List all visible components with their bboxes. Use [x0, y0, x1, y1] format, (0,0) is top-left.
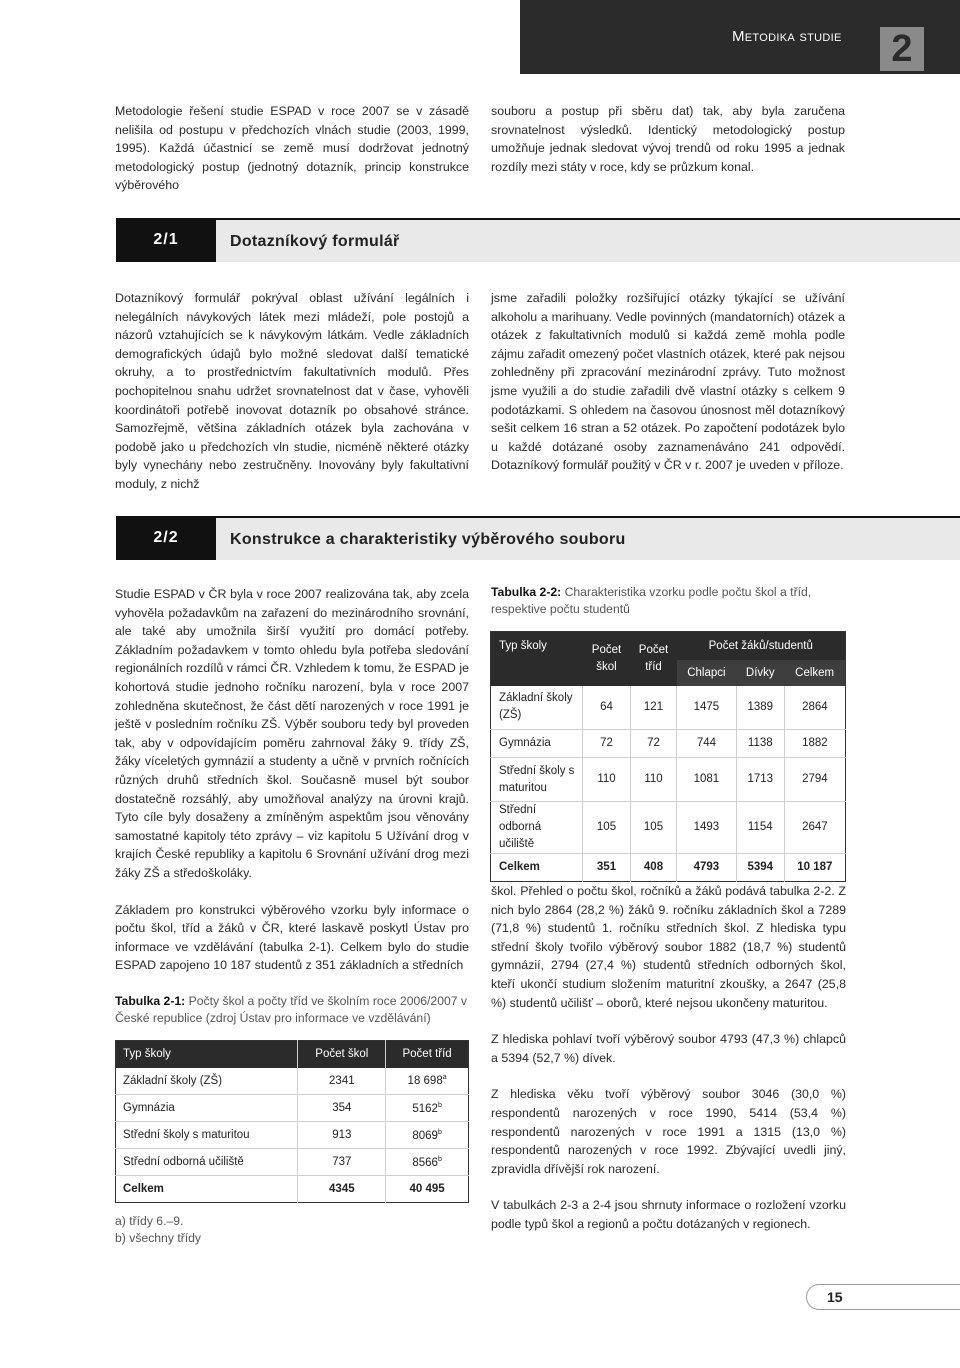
cell-total: 2794: [784, 758, 845, 802]
table-total-row: [116, 1176, 469, 1203]
section2-left-para-1: Studie ESPAD v ČR byla v roce 2007 realizována tak, aby zcela vyhověla požadavkům na zařazení do mezinárodního srovnání, ale také aby umožnila širší využití pro domácí potřeby. Základním požadavkem v tomto ohledu byla potřeba sledování regionálních rozdílů v rámci ČR. Vzhledem k tomu, že ESPAD je kohortová studie jednoho ročníku narození, byla v roce 2007 zohledněna skutečnost, že část dětí narozených v roce 1991 je ještě v posledním ročníku ZŠ. Výběr souboru tedy byl proveden tak, aby v odpovídajícím poměru zahrnoval žáky 9. třídy ZŠ, žáky víceletých gymnázií a studenty a učně v prvních ročnících různých druhů středních škol. Současně musel být soubor dostatečně rozsáhlý, aby umožňoval analýzy na úrovni krajů. Tyto cíle byly dosaženy a zmíněným aspektům jsou věnovány samostatné kapitoly této zprávy – viz kapitolu 5 Užívání drog v krajích České republiky a kapitolu 6 Srovnání užívání drog mezi žáky ZŠ a středoškoláky.: [115, 587, 469, 880]
cell-boys: 1493: [677, 802, 737, 854]
section1-left-text: Dotazníkový formulář pokrýval oblast užívání legálních i nelegálních návykových látek mezi mládeží, pole postojů a názorů vztahujících se k návykovým látkám. Vedle základních demografických údajů bylo možné sledovat další tematické okruhy, a to prostřednictvím fakultativních modulů. Přes pochopitelnou snahu udržet srovnatelnost dat v čase, vyhověli koordinátoři potřebě inovovat dotazník po obsahové stránce. Samozřejmě, většina základních otázek byla zachována v podobě jako u předchozích vln studie, nicméně některé otázky byly vynechány nebo zestručněny. Inovovány byly fakultativní moduly, z nichž: [115, 291, 469, 491]
section2-right-para-1: škol. Přehled o počtu škol, ročníků a žáků podává tabulka 2-2. Z nich bylo 2864 (28,2 %) žáků 9. ročníku základních škol a 7289 (71,8 %) studentů 1. ročníku středních škol. Z hlediska typu střední školy tvořilo výběrový soubor 1882 (18,7 %) studentů gymnázií, 2794 (27,4 %) studentů středních odborných škol, kteří ukončí studium složením maturitní zkoušky, a 2647 (25,8 %) studentů učilišť – oborů, které nejsou ukončeny maturitou.: [491, 884, 846, 1010]
table-row: [491, 686, 846, 730]
cell-schools: 4345: [298, 1176, 386, 1203]
chapter-title: Metodika studie: [732, 28, 842, 45]
section-number: 2/1: [116, 218, 216, 262]
caption-text: Počty škol a počty tříd ve školním roce 2006/2007 v České republice (zdroj Ústav pro informace ve vzdělávání): [115, 994, 468, 1025]
cell-schools: 354: [298, 1095, 386, 1122]
table-row: [116, 1122, 469, 1149]
cell-type: Celkem: [499, 861, 540, 873]
cell-total: 2647: [784, 802, 845, 854]
section-number: 2/2: [116, 516, 216, 560]
section2-right-column: [491, 882, 846, 1234]
intro-right-column: [491, 102, 845, 176]
table-header-row: [491, 632, 846, 660]
page-number-tab: [806, 1284, 960, 1310]
cell-classes: 408: [631, 854, 677, 882]
cell-total: 1882: [784, 730, 845, 758]
header-cell: Počet škol: [298, 1041, 386, 1068]
table-2-1-caption: [115, 993, 475, 1027]
header-cell: Počet žáků/studentů: [677, 632, 846, 660]
section1-right-text: jsme zařadili položky rozšiřující otázky týkající se užívání alkoholu a marihuany. Vedle povinných (mandatorních) otázek a otázek z fakultativních modulů si každá země mohla podle zájmu zařadit omezený počet vlastních otázek, které pak nejsou zohledněny při zpracování mezinárodní zprávy. Tuto možnost jsme využili a do studie zařadili dvě vlastní otázky s celkem 9 podotázkami. S ohledem na časovou únosnost měl dotazníkový sešit celkem 16 stran a 52 otázek. Po započtení podotázek bylo u každé dotázané osoby zaznamenáváno 241 odpovědí. Dotazníkový formulář použitý v ČR v r. 2007 je uveden v příloze.: [491, 291, 845, 473]
cell-schools: 2341: [298, 1068, 386, 1095]
table-2-1: [115, 1040, 469, 1203]
cell-classes: 105: [631, 802, 677, 854]
cell-schools: 913: [298, 1122, 386, 1149]
section-title: Dotazníkový formulář: [230, 233, 400, 250]
section-title: Konstrukce a charakteristiky výběrového souboru: [230, 531, 626, 548]
cell-boys: 744: [677, 730, 737, 758]
cell-classes: 8069$^b$: [386, 1122, 469, 1149]
footnote-marker: a: [442, 1074, 447, 1082]
cell-girls: 1154: [736, 802, 784, 854]
chapter-header: [520, 0, 960, 74]
cell-type: Střední odborná učiliště: [116, 1149, 298, 1176]
section-heading-2-1: [116, 218, 960, 262]
header-cell: Dívky: [736, 660, 784, 686]
table-row: [491, 730, 846, 758]
cell-type: Základní školy (ZŠ): [491, 686, 583, 730]
section2-right-para-3: Z hlediska věku tvoří výběrový soubor 3046 (30,0 %) respondentů narozených v roce 1990, 5414 (53,4 %) respondentů narozených v roce 1991 a 1315 (13,0 %) respondentů narozených v roce 1992. Zbývající uvedli jiný, zpravidla dřívější rok narození.: [491, 1087, 846, 1176]
cell-type: Základní školy (ZŠ): [116, 1068, 298, 1095]
cell-girls: 5394: [736, 854, 784, 882]
table-total-row: [491, 854, 846, 882]
section2-left-para-2: Základem pro konstrukci výběrového vzorku byly informace o počtu škol, tříd a žáků v ČR, které laskavě poskytl Ústav pro informace ve vzdělávání (tabulka 2-1). Celkem bylo do studie ESPAD zapojeno 10 187 studentů z 351 základních a středních: [115, 902, 469, 973]
table-2-2: [490, 631, 846, 882]
cell-schools: 737: [298, 1149, 386, 1176]
cell-schools: 110: [583, 758, 631, 802]
cell-type: Gymnázia: [116, 1095, 298, 1122]
cell-schools: 72: [583, 730, 631, 758]
cell-girls: 1389: [736, 686, 784, 730]
cell-classes: 110: [631, 758, 677, 802]
cell-classes: 40 495: [386, 1176, 469, 1203]
section2-left-column: [115, 585, 469, 975]
footnote-marker: b: [437, 1101, 442, 1109]
intro-left-column: [115, 102, 469, 195]
table-row: [116, 1068, 469, 1095]
intro-right-text: souboru a postup při sběru dat) tak, aby byla zaručena srovnatelnost výsledků. Identický metodologický postup umožňuje jednak sledovat vývoj trendů od roku 1995 a jednak rozdíly mezi státy v roce, kdy se průzkum konal.: [491, 104, 845, 174]
cell-boys: 1475: [677, 686, 737, 730]
cell-girls: 1713: [736, 758, 784, 802]
table-row: [491, 802, 846, 854]
footnote: b) všechny třídy: [115, 1231, 202, 1245]
header-cell: Počet škol: [583, 632, 631, 686]
cell-total: 2864: [784, 686, 845, 730]
caption-label: Tabulka 2-1:: [115, 994, 186, 1008]
cell-schools: 351: [583, 854, 631, 882]
footnote-marker: b: [437, 1128, 442, 1136]
cell-boys: 1081: [677, 758, 737, 802]
caption-label: Tabulka 2-2:: [491, 585, 562, 599]
section1-right-column: [491, 289, 845, 475]
cell-classes: 72: [631, 730, 677, 758]
header-cell: Počet tříd: [631, 632, 677, 686]
cell-type: Střední školy s maturitou: [491, 758, 583, 802]
section-heading-2-2: [116, 516, 960, 560]
intro-left-text: Metodologie řešení studie ESPAD v roce 2007 se v zásadě nelišila od postupu v předchozích vlnách studie (2003, 1999, 1995). Každá účastnicí se země musí dodržovat jednotný metodologický postup (jednotný dotazník, princip konstrukce výběrového: [115, 104, 469, 193]
cell-schools: 64: [583, 686, 631, 730]
table-row: [491, 758, 846, 802]
footnote: a) třídy 6.–9.: [115, 1214, 184, 1228]
cell-type: Střední odborná učiliště: [491, 802, 583, 854]
section2-right-para-2: Z hlediska pohlaví tvoří výběrový soubor 4793 (47,3 %) chlapců a 5394 (52,7 %) dívek.: [491, 1032, 846, 1065]
chapter-number-badge: 2: [880, 27, 924, 71]
header-cell: Celkem: [784, 660, 845, 686]
cell-total: 10 187: [784, 854, 845, 882]
cell-classes: 18 698$^a$: [386, 1068, 469, 1095]
cell-type: Celkem: [123, 1183, 164, 1195]
cell-classes: 5162$^b$: [386, 1095, 469, 1122]
cell-boys: 4793: [677, 854, 737, 882]
caption-text: Charakteristika vzorku podle počtu škol a tříd, respektive počtu studentů: [491, 585, 812, 616]
footnote-marker: b: [437, 1155, 442, 1163]
cell-type: Gymnázia: [491, 730, 583, 758]
header-cell: Typ školy: [116, 1041, 298, 1068]
table-2-2-caption: [491, 584, 846, 618]
cell-classes: 8566$^b$: [386, 1149, 469, 1176]
header-cell: Počet tříd: [386, 1041, 469, 1068]
section2-right-para-4: V tabulkách 2-3 a 2-4 jsou shrnuty informace o rozložení vzorku podle typů škol a regionů a počtu dotázaných v regionech.: [491, 1198, 846, 1231]
page-number: 15: [827, 1289, 843, 1305]
header-cell: Chlapci: [677, 660, 737, 686]
table-header-row: [116, 1041, 469, 1068]
cell-schools: 105: [583, 802, 631, 854]
table-2-1-footnotes: [115, 1213, 201, 1247]
section1-left-column: [115, 289, 469, 494]
table-row: [116, 1095, 469, 1122]
cell-type: Střední školy s maturitou: [116, 1122, 298, 1149]
cell-classes: 121: [631, 686, 677, 730]
cell-girls: 1138: [736, 730, 784, 758]
header-cell: Typ školy: [491, 632, 583, 686]
table-row: [116, 1149, 469, 1176]
